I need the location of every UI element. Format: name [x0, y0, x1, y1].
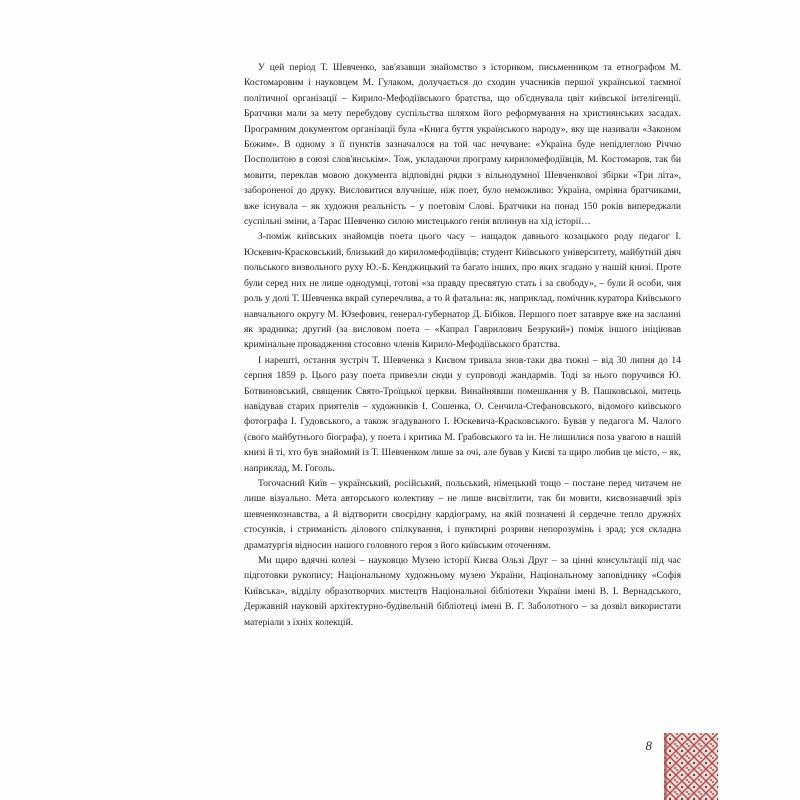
paragraph-1: У цей період Т. Шевченко, зав'язавши знайомство з істориком, письменником та етнографом М. Костомаровим і науковцем М. Гулаком, долучається до сходин учасників першої української таємної політичної організації – Кирило-Мефодіївського братства, що об'єднувала цвіт київської інтелігенції. Братчики мали за мету перебудову суспільства шляхом його реформування на християнських засадах. Програмним документом організації була «Книга буття українського народу», яку ще називали «Законом Божим». В одному з її пунктів зазначалося на той час нечуване: «Україна буде непідлеглою Річчю Посполитою в союзі слов'янськім». Тож, укладаючи програму кириломефодіївців, М. Костомаров, так би мовити, переклав мовою документа відповідні рядки з вільнодумної Шевченкової збірки «Три літа», забороненої до друку. Висловитися влучніше, ніж поет, було неможливо: Україна, омріяна братчиками, вже існувала – як художня реальність – у поетовім Слові. Братчики на понад 150 років випереджали суспільні зміни, а Тарас Шевченко силою мистецького генія вплинув на хід історії… [244, 62, 681, 228]
paragraph-3: І нарешті, остання зустріч Т. Шевченка з Києвом тривала знов-таки два тижні – від 30 липня до 14 серпня 1859 р. Цього разу поета привезли сюди у супроводі жандармів. Тоді за нього поручився Ю. Ботвиновський, священик Свято-Троїцької церкви. Винайнявши помешкання у В. Пашковської, митець навідував старих приятелів – художників І. Сошенка, О. Сенчила-Стефановського, відомого київського фотографа І. Гудовського, а також згадуваного І. Юскевича-Красковського. Бував у педагога М. Чалого (свого майбутнього біографа), у поета і критика М. Грабовського та ін. Не лишилися поза увагою в нашій книзі й ті, хто був знайомий із Т. Шевченком лише за очі, але бував у Києві та щиро любив це місто, – як, наприклад, М. Гоголь. [244, 354, 681, 474]
body-text [244, 60, 681, 630]
embroidery-ornament-icon [664, 733, 718, 800]
paragraph-5: Ми щиро вдячні колезі – науковцю Музею історії Києва Ользі Друг – за цінні консультації під час підготовки рукопису; Національному художньому музею України, Національному заповіднику «Софія Київська», відділу образотворчих мистецтв Національної бібліотеки України імені В. І. Вернадського, Державній науковій архітектурно-будівельній бібліотеці імені В. Г. Заболотного – за дозвіл використати матеріали з їхніх колекцій. [244, 555, 681, 628]
paragraph-2: З-поміж київських знайомців поета цього часу – нащадок давнього козацького роду педагог І. Юскевич-Красковський, близький до кириломефодіївців; студент Київського університету, майбутній діяч польського визвольного руху Ю.-Б. Кенджицький та багато інших, про яких згадано у нашій книзі. Проте були серед них не лише однодумці, готові «за правду пресвятую стать і за свободу», – були й особи, чия роль у долі Т. Шевченка вкрай суперечлива, а то й фатальна: як, наприклад, помічник куратора Київського навчального округу М. Юзефович, генерал-губернатор Д. Бібіков. Першого поет затавруе вже на засланні як зрадника; другий (за висловом поета – «Капрал Гаврилович Безрукий») поміж іншого ініціював кримінальне провадження стосовно членів Кирило-Мефодіївського братства. [244, 231, 681, 351]
page-number: 8 [645, 738, 652, 753]
paragraph-4: Тогочасний Київ – український, російський, польський, німецький тощо – постане перед читачем не лише візуально. Мета авторського колективу – не лише висвітлити, так би мовити, києвознавчий зріз шевченкознавства, а й відтворити своєрідну кардіограму, на якій позначені й сердечне тепло дружніх стосунків, і стриманість ділового спілкування, і пунктирні розриви непорозумінь і зрад; уся складна драматургія відносин нашого головного героя з його київським оточенням. [244, 477, 681, 551]
